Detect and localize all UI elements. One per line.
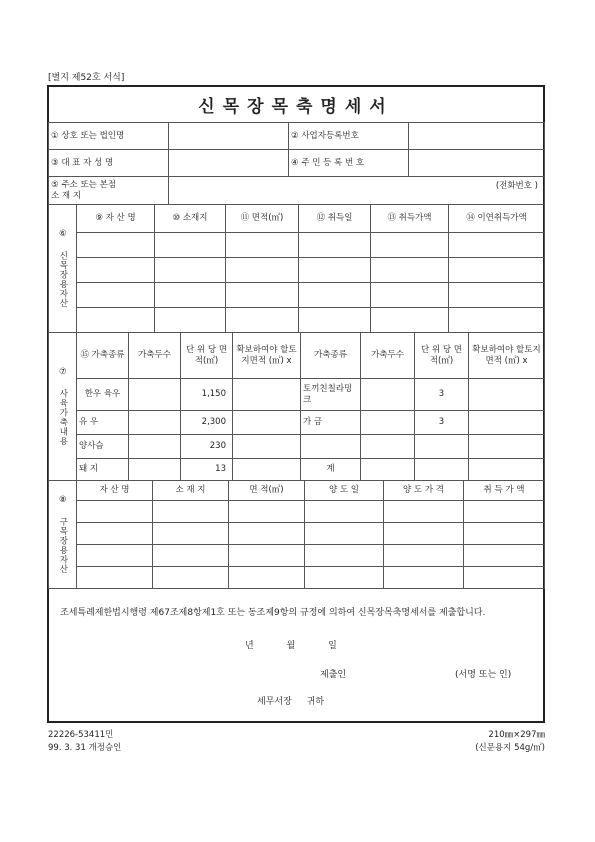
unit-area-right: 3 xyxy=(415,411,469,435)
count-field[interactable] xyxy=(361,459,415,481)
col-count-left: 가축두수 xyxy=(129,333,181,379)
col-deferred-price: ⑭ 이연취득가액 xyxy=(449,205,545,233)
address-label xyxy=(49,177,169,205)
cell[interactable] xyxy=(226,258,299,283)
land-field[interactable] xyxy=(469,459,545,481)
new-assets-table xyxy=(48,204,545,333)
signature-label: (서명 또는 인) xyxy=(455,670,512,680)
form-title: 신목장목축명세서 xyxy=(48,86,544,123)
business-name-field[interactable] xyxy=(169,123,289,150)
phone-label: (전화번호 ) xyxy=(495,181,538,191)
header-table xyxy=(48,122,545,205)
cell[interactable] xyxy=(305,545,384,567)
unit-area-left: 1,150 xyxy=(181,379,233,411)
kind-right: 토끼친칠라밍크 xyxy=(301,379,361,411)
cell[interactable] xyxy=(371,233,449,258)
statement-text: 조세특례제한법시행령 제67조제8항제1호 또는 동조제9항의 규정에 의하여 신목장목축명세서를 제출합니다. xyxy=(60,608,486,618)
count-field[interactable] xyxy=(129,435,181,459)
count-field[interactable] xyxy=(361,379,415,411)
livestock-table xyxy=(48,332,545,481)
cell[interactable] xyxy=(77,258,155,283)
business-reg-label: ② 사업자등록번호 xyxy=(289,123,409,150)
col-kind-left: ⑮ 가축종류 xyxy=(77,333,129,379)
count-field[interactable] xyxy=(361,435,415,459)
col-unit-area-right: 단 위 당 면적(㎡) xyxy=(415,333,469,379)
business-name-label: ① 상호 또는 법인명 xyxy=(49,123,169,150)
kind-right: 가 금 xyxy=(301,411,361,435)
cell[interactable] xyxy=(464,501,545,523)
livestock-section-label: ⑦ 사육가축내용 xyxy=(49,333,77,481)
kind-left: 유 우 xyxy=(77,411,129,435)
kind-left: 양사슴 xyxy=(77,435,129,459)
cell[interactable] xyxy=(464,523,545,545)
land-field[interactable] xyxy=(469,435,545,459)
tax-office-line: 세무서장 귀하 xyxy=(257,697,325,707)
col-required-land-right: 확보하여야 할토지면적 (㎡) x xyxy=(469,333,545,379)
cell[interactable] xyxy=(449,233,545,258)
cell[interactable] xyxy=(153,501,229,523)
unit-area-right: 3 xyxy=(415,379,469,411)
count-field[interactable] xyxy=(129,411,181,435)
rep-name-field[interactable] xyxy=(169,150,289,177)
cell[interactable] xyxy=(77,523,153,545)
col-transfer-date: 양 도 일 xyxy=(305,481,384,501)
cell[interactable] xyxy=(77,501,153,523)
col-area: 면 적(㎡) xyxy=(229,481,305,501)
footer-approval: 99. 3. 31 개정승인 xyxy=(48,743,122,753)
col-location: ⑩ 소재지 xyxy=(155,205,226,233)
land-field[interactable] xyxy=(469,379,545,411)
land-field[interactable] xyxy=(233,459,301,481)
cell[interactable] xyxy=(77,308,155,333)
col-acquire-date: ⑫ 취득일 xyxy=(299,205,371,233)
cell[interactable] xyxy=(371,283,449,308)
col-asset-name: ⑨ 자 산 명 xyxy=(77,205,155,233)
cell[interactable] xyxy=(299,233,371,258)
kind-left: 한우 육우 xyxy=(77,379,129,411)
address-label-line2: 소 재 지 xyxy=(51,190,82,201)
cell[interactable] xyxy=(384,523,464,545)
cell[interactable] xyxy=(229,523,305,545)
footer-paper-type: (신문용지 54g/㎡) xyxy=(475,743,545,753)
count-field[interactable] xyxy=(129,379,181,411)
resident-no-field[interactable] xyxy=(409,150,545,177)
cell[interactable] xyxy=(155,258,226,283)
cell[interactable] xyxy=(77,567,153,589)
old-assets-table xyxy=(48,480,545,589)
old-assets-section-label: ⑧ 구목장용자산 xyxy=(49,481,77,589)
cell[interactable] xyxy=(153,567,229,589)
cell[interactable] xyxy=(305,501,384,523)
submitter-label: 제출인 xyxy=(320,670,347,680)
count-field[interactable] xyxy=(129,459,181,481)
cell[interactable] xyxy=(229,501,305,523)
col-acquire-price: 취 득 가 액 xyxy=(464,481,545,501)
col-unit-area-left: 단 위 당 면적(㎡) xyxy=(181,333,233,379)
land-field[interactable] xyxy=(233,435,301,459)
unit-area-right xyxy=(415,459,469,481)
footer-paper-size: 210㎜×297㎜ xyxy=(488,730,545,740)
cell[interactable] xyxy=(77,283,155,308)
cell[interactable] xyxy=(77,545,153,567)
cell[interactable] xyxy=(226,233,299,258)
cell[interactable] xyxy=(153,523,229,545)
kind-left: 돼 지 xyxy=(77,459,129,481)
cell[interactable] xyxy=(371,258,449,283)
land-field[interactable] xyxy=(233,411,301,435)
col-asset-name: 자 산 명 xyxy=(77,481,153,501)
cell[interactable] xyxy=(155,308,226,333)
cell[interactable] xyxy=(371,308,449,333)
cell[interactable] xyxy=(464,545,545,567)
cell[interactable] xyxy=(229,545,305,567)
cell[interactable] xyxy=(153,545,229,567)
cell[interactable] xyxy=(305,523,384,545)
unit-area-left: 2,300 xyxy=(181,411,233,435)
land-field[interactable] xyxy=(469,411,545,435)
address-field[interactable] xyxy=(169,177,545,205)
kind-right xyxy=(301,435,361,459)
col-area: ⑪ 면적(㎡) xyxy=(226,205,299,233)
address-label-line1: ⑤ 주소 또는 본점 xyxy=(51,179,116,190)
cell[interactable] xyxy=(449,283,545,308)
footer-code: 22226-53411민 xyxy=(48,730,114,740)
new-assets-section-label: ⑥ 신목장용자산 xyxy=(49,205,77,333)
cell[interactable] xyxy=(299,283,371,308)
cell[interactable] xyxy=(464,567,545,589)
cell[interactable] xyxy=(226,308,299,333)
cell[interactable] xyxy=(77,233,155,258)
unit-area-right xyxy=(415,435,469,459)
cell[interactable] xyxy=(299,308,371,333)
cell[interactable] xyxy=(299,258,371,283)
col-location: 소 재 지 xyxy=(153,481,229,501)
cell[interactable] xyxy=(449,258,545,283)
cell[interactable] xyxy=(155,233,226,258)
cell[interactable] xyxy=(384,501,464,523)
cell[interactable] xyxy=(229,567,305,589)
date-line: 년 월 일 xyxy=(245,641,337,651)
cell[interactable] xyxy=(449,308,545,333)
col-acquire-price: ⑬ 취득가액 xyxy=(371,205,449,233)
unit-area-left: 13 xyxy=(181,459,233,481)
total-label: 계 xyxy=(301,459,361,481)
land-field[interactable] xyxy=(233,379,301,411)
cell[interactable] xyxy=(155,283,226,308)
unit-area-left: 230 xyxy=(181,435,233,459)
col-transfer-price: 양 도 가 격 xyxy=(384,481,464,501)
resident-no-label: ④ 주 민 등 록 번 호 xyxy=(289,150,409,177)
col-kind-right: 가축종류 xyxy=(301,333,361,379)
count-field[interactable] xyxy=(361,411,415,435)
cell[interactable] xyxy=(305,567,384,589)
form-number: [별지 제52호 서식] xyxy=(48,73,125,83)
business-reg-field[interactable] xyxy=(409,123,545,150)
col-count-right: 가축두수 xyxy=(361,333,415,379)
cell[interactable] xyxy=(226,283,299,308)
col-required-land-left: 확보하여야 할토지면적 (㎡) x xyxy=(233,333,301,379)
rep-name-label: ③ 대 표 자 성 명 xyxy=(49,150,169,177)
cell[interactable] xyxy=(384,545,464,567)
cell[interactable] xyxy=(384,567,464,589)
